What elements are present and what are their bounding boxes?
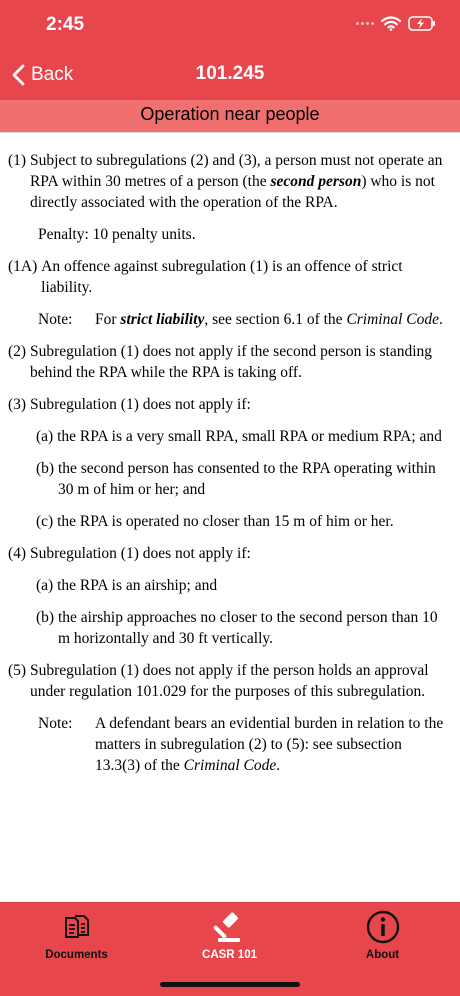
battery-charging-icon: [408, 16, 436, 31]
penalty-text: Penalty: 10 penalty units.: [38, 226, 196, 243]
paragraph-4a: [8, 575, 448, 596]
tab-documents[interactable]: [0, 909, 153, 969]
note-label: Note:: [38, 715, 73, 732]
back-label: Back: [31, 64, 74, 85]
paragraph-text: the airship approaches no closer to the second person than 10 m horizontally and 30 ft vertically.: [57, 609, 438, 647]
page-title: 101.245: [195, 63, 265, 84]
navigation-bar: [0, 50, 460, 100]
paragraph-4b: [8, 607, 448, 649]
paragraph-text: Subregulation (1) does not apply if the second person is standing behind the RPA while the RPA is taking off.: [29, 343, 433, 381]
text-segment: .: [276, 757, 281, 774]
paragraph-2: [8, 341, 448, 383]
text-segment: , see section 6.1 of the: [204, 311, 347, 328]
paragraph-4: [8, 543, 448, 564]
home-indicator: [160, 982, 300, 987]
paragraph-number: (b): [36, 460, 58, 477]
gavel-icon: [213, 910, 247, 944]
tab-label: Documents: [45, 949, 108, 961]
tab-about[interactable]: [306, 909, 459, 969]
act-title: Criminal Code: [346, 311, 440, 328]
text-segment: .: [439, 311, 443, 328]
paragraph-text: An offence against subregulation (1) is an offence of strict liability.: [41, 258, 403, 296]
paragraph-number: (1A): [8, 258, 42, 275]
status-icons: [356, 16, 436, 31]
paragraph-text: the RPA is operated no closer than 15 m of him or her.: [57, 513, 394, 530]
documents-icon: [62, 912, 92, 942]
act-title: Criminal Code: [183, 757, 277, 774]
paragraph-number: (4): [8, 545, 30, 562]
section-header: [0, 100, 460, 133]
paragraph-3a: [8, 426, 448, 447]
note-label: Note:: [38, 311, 73, 328]
tab-label: CASR 101: [202, 949, 257, 961]
paragraph-text: Subregulation (1) does not apply if the person holds an approval under regulation 101.029 for the purposes of this subregulation.: [29, 662, 429, 700]
paragraph-number: (2): [8, 343, 30, 360]
wifi-icon: [381, 16, 401, 31]
paragraph-1: [8, 150, 448, 213]
paragraph-3c: [8, 511, 448, 532]
tab-casr-101[interactable]: [153, 909, 306, 969]
info-icon: [366, 910, 400, 944]
defined-term: second person: [270, 173, 362, 190]
paragraph-1a: [8, 256, 448, 298]
paragraph-number: (5): [8, 662, 30, 679]
status-time: 2:45: [46, 14, 85, 35]
text-segment: ) who is not directly associated with the operation of the RPA.: [29, 173, 435, 211]
paragraph-text: the second person has consented to the RPA operating within 30 m of him or her; and: [57, 460, 436, 498]
note-1: [8, 309, 448, 330]
defined-term: strict liability: [120, 311, 205, 328]
regulation-text: [8, 150, 448, 787]
note-text: [95, 713, 448, 776]
text-segment: A defendant bears an evidential burden in relation to the matters in subregulation (2) to (5): see subsection 13.3(3) of the: [95, 715, 444, 774]
note-2: [8, 713, 448, 776]
paragraph-number: (a): [36, 577, 58, 594]
paragraph-3b: [8, 458, 448, 500]
paragraph-text: the RPA is a very small RPA, small RPA or medium RPA; and: [57, 428, 442, 445]
paragraph-number: (1): [8, 152, 30, 169]
status-bar: [0, 0, 460, 50]
paragraph-number: (3): [8, 396, 30, 413]
paragraph-number: (a): [36, 428, 58, 445]
text-segment: For: [95, 311, 121, 328]
text-segment: Subject to subregulations (2) and (3), a person must not operate an RPA within 30 metres of a person (the: [29, 152, 443, 190]
section-title: Operation near people: [140, 104, 320, 124]
note-text: [95, 309, 448, 330]
paragraph-text: Subregulation (1) does not apply if:: [29, 545, 251, 562]
paragraph-text: the RPA is an airship; and: [57, 577, 218, 594]
cellular-signal-icon: [356, 22, 374, 25]
paragraph-text: [30, 150, 448, 213]
paragraph-5: [8, 660, 448, 702]
paragraph-number: (c): [36, 513, 58, 530]
paragraph-3: [8, 394, 448, 415]
tab-label: About: [365, 949, 400, 961]
paragraph-number: (b): [36, 609, 58, 626]
paragraph-text: Subregulation (1) does not apply if:: [29, 396, 251, 413]
